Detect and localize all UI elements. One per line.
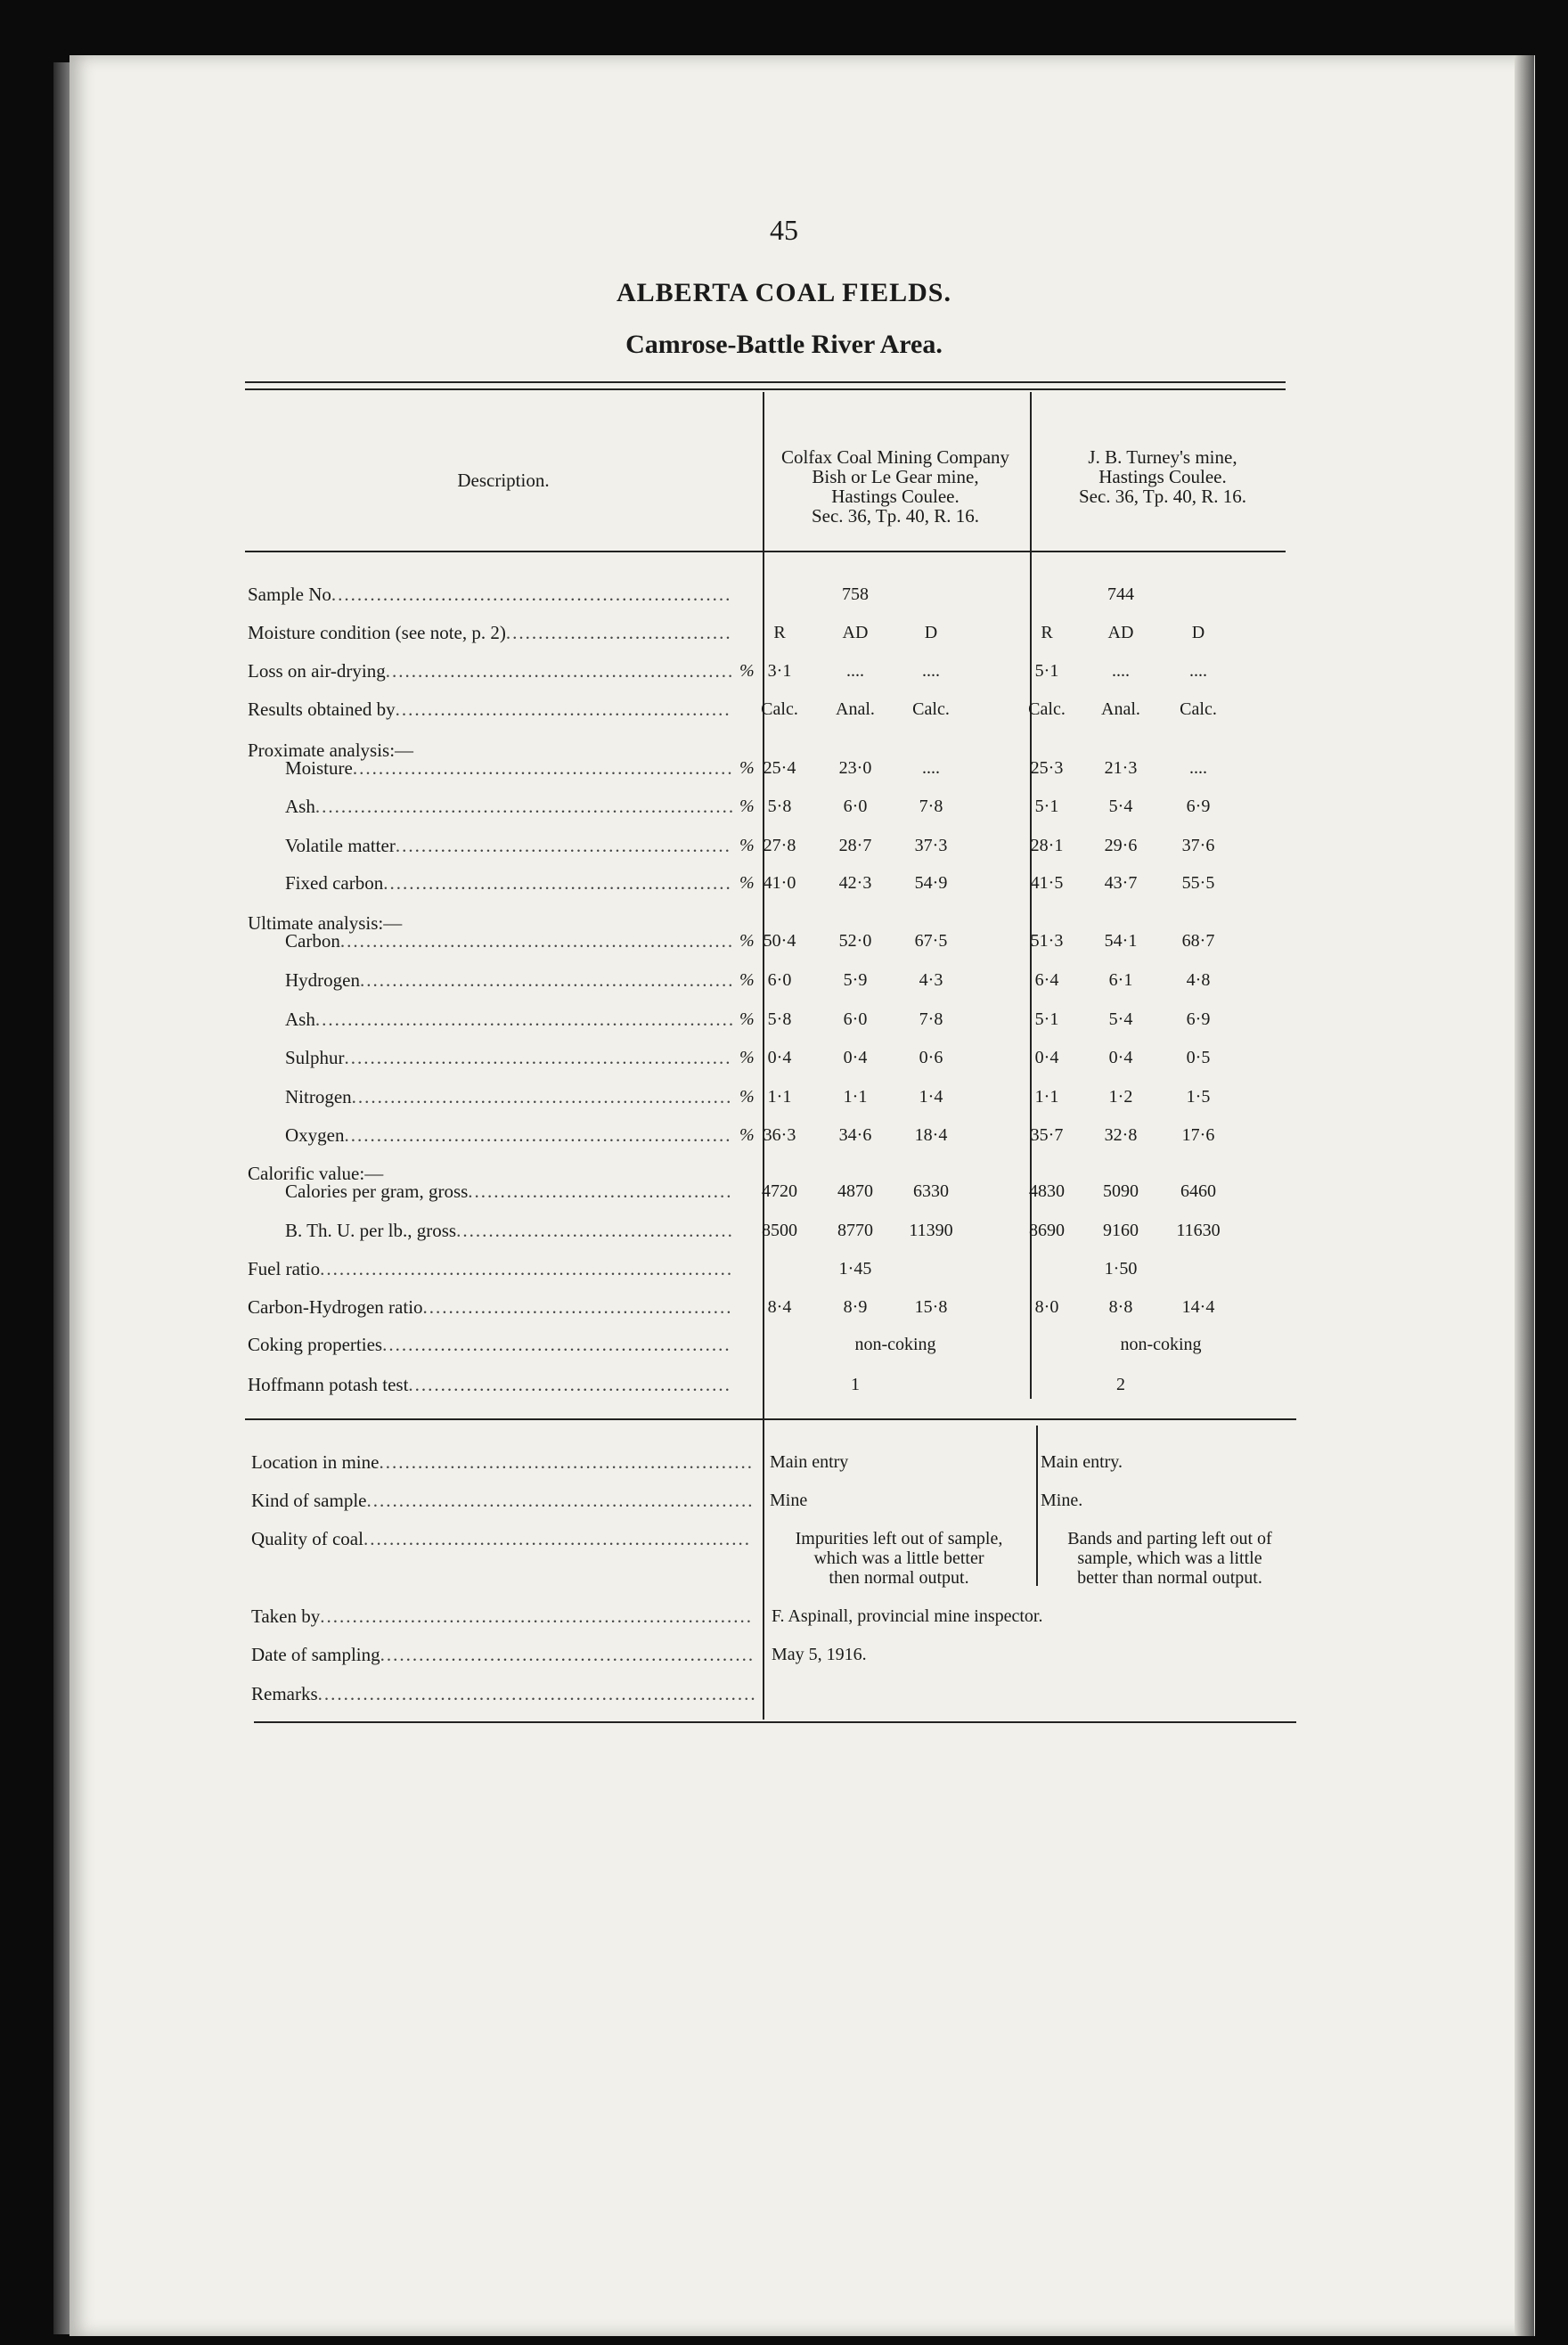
table-cell: 21·3 xyxy=(1104,758,1138,778)
table-cell: Calc. xyxy=(912,699,950,719)
leader-dots: ...................................................... xyxy=(385,660,735,682)
row-label-text: Coking properties xyxy=(248,1334,383,1355)
table-cell: 5·4 xyxy=(1108,797,1133,816)
table-cell: 17·6 xyxy=(1181,1125,1215,1145)
row-label-text: Carbon-Hydrogen ratio xyxy=(248,1296,423,1318)
row-label-text: Carbon xyxy=(285,930,340,952)
row-label xyxy=(285,835,731,857)
table-cell: 6·0 xyxy=(843,797,868,816)
detail-line: then normal output. xyxy=(829,1568,969,1588)
detail-line: better than normal output. xyxy=(1077,1568,1262,1588)
table-cell: 51·3 xyxy=(1030,931,1064,951)
table-cell: 2 xyxy=(1116,1375,1125,1394)
top-rule-2 xyxy=(245,388,1286,390)
table-cell: 41·0 xyxy=(763,873,796,893)
detail-label-text: Location in mine xyxy=(251,1451,380,1473)
row-label-text: Sample No xyxy=(248,584,331,605)
col-separator-2b xyxy=(1036,1426,1038,1586)
table-cell: .... xyxy=(1189,661,1207,681)
detail-label xyxy=(251,1606,753,1628)
row-label-text: Nitrogen xyxy=(285,1086,352,1107)
table-cell: 1·45 xyxy=(838,1259,872,1279)
row-label xyxy=(285,796,735,818)
row-label-text: Moisture condition (see note, p. 2) xyxy=(248,622,506,643)
detail-value-m1 xyxy=(770,1491,1028,1510)
table-cell: Anal. xyxy=(836,699,875,719)
leader-dots: ...................................................... xyxy=(382,1334,731,1355)
table-cell: 4·3 xyxy=(919,970,943,990)
detail-value-m2 xyxy=(1041,1491,1299,1510)
row-label xyxy=(248,1334,731,1356)
row-label xyxy=(285,1086,732,1108)
table-cell: D xyxy=(1191,623,1205,642)
leader-dots: ........................................................... xyxy=(352,757,734,779)
table-cell: 28·7 xyxy=(838,836,872,855)
table-cell: 5090 xyxy=(1103,1181,1139,1201)
detail-label-text: Date of sampling xyxy=(251,1644,380,1665)
row-label-text: Fuel ratio xyxy=(248,1258,321,1279)
row-label-text: Volatile matter xyxy=(285,835,396,856)
detail-label xyxy=(251,1490,754,1512)
table-cell: AD xyxy=(842,623,869,642)
col-separator-2 xyxy=(1030,392,1032,1399)
unit-label: % xyxy=(739,931,755,951)
detail-value-m2 xyxy=(1041,1452,1299,1472)
row-label-text: Loss on air-drying xyxy=(248,660,386,682)
row-label-text: Ash xyxy=(285,1009,315,1030)
mid-rule xyxy=(245,1418,1296,1420)
row-label xyxy=(285,1220,734,1242)
table-cell: 32·8 xyxy=(1104,1125,1138,1145)
detail-value: F. Aspinall, provincial mine inspector. xyxy=(772,1606,1043,1626)
table-cell: Calc. xyxy=(1028,699,1066,719)
table-cell: 1·4 xyxy=(919,1087,943,1107)
table-cell: 25·4 xyxy=(763,758,796,778)
table-cell: 5·1 xyxy=(1034,797,1059,816)
table-cell: 43·7 xyxy=(1104,873,1138,893)
unit-label: % xyxy=(739,661,755,681)
leader-dots: ........................................... xyxy=(456,1220,734,1241)
row-label xyxy=(285,1047,732,1069)
detail-label xyxy=(251,1528,751,1550)
table-cell: 35·7 xyxy=(1030,1125,1064,1145)
table-cell: 11630 xyxy=(1176,1221,1221,1240)
detail-label-text: Kind of sample xyxy=(251,1490,367,1511)
page-edge xyxy=(1515,55,1534,2336)
leader-dots: ............................................................. xyxy=(339,930,735,952)
table-cell: 67·5 xyxy=(914,931,948,951)
header-mine2-line: Hastings Coulee. xyxy=(1098,466,1227,487)
leader-dots: ................................................ xyxy=(422,1296,733,1318)
leader-dots: .......................................................... xyxy=(380,1644,755,1665)
detail-label-text: Remarks xyxy=(251,1683,318,1704)
table-cell: 6·4 xyxy=(1034,970,1059,990)
table-cell: 0·6 xyxy=(919,1048,943,1067)
row-label xyxy=(285,872,732,895)
table-cell: 54·9 xyxy=(914,873,948,893)
detail-value-m2 xyxy=(1041,1529,1299,1588)
detail-line: Main entry xyxy=(770,1452,849,1472)
table-cell: 50·4 xyxy=(763,931,796,951)
table-cell: 42·3 xyxy=(838,873,872,893)
table-cell: 8·4 xyxy=(767,1297,792,1317)
table-cell: 5·1 xyxy=(1034,1009,1059,1029)
table-cell: 1·1 xyxy=(767,1087,792,1107)
table-cell: 6460 xyxy=(1180,1181,1216,1201)
leader-dots: ......................................... xyxy=(468,1181,733,1202)
row-label xyxy=(285,757,734,780)
table-cell: 4870 xyxy=(837,1181,873,1201)
header-mine1-line: Colfax Coal Mining Company xyxy=(780,446,1010,468)
table-cell: 41·5 xyxy=(1030,873,1064,893)
unit-label: % xyxy=(739,758,755,778)
row-label xyxy=(248,660,734,682)
table-cell: 758 xyxy=(842,584,869,604)
row-label-text: Proximate analysis:— xyxy=(248,739,414,761)
table-cell: Calc. xyxy=(1180,699,1217,719)
table-cell: 36·3 xyxy=(763,1125,796,1145)
row-label xyxy=(248,622,732,644)
detail-line: Main entry. xyxy=(1041,1452,1123,1472)
table-cell: 0·4 xyxy=(767,1048,792,1067)
header-mine1-line: Hastings Coulee. xyxy=(831,486,960,507)
unit-label: % xyxy=(739,836,755,855)
leader-dots: ............................................................ xyxy=(366,1490,755,1511)
detail-label xyxy=(251,1644,755,1666)
table-cell: 14·4 xyxy=(1181,1297,1215,1317)
leader-dots: ................................................................. xyxy=(314,796,736,817)
table-cell: .... xyxy=(922,758,940,778)
table-cell: 5·8 xyxy=(767,797,792,816)
table-cell: 52·0 xyxy=(838,931,872,951)
table-cell: Anal. xyxy=(1101,699,1140,719)
row-label-text: Oxygen xyxy=(285,1124,345,1146)
table-cell: 37·3 xyxy=(914,836,948,855)
detail-line: Mine xyxy=(770,1491,808,1510)
row-label xyxy=(248,1374,731,1396)
table-cell: 7·8 xyxy=(919,1009,943,1029)
table-cell: 1·1 xyxy=(1034,1087,1059,1107)
table-cell: 25·3 xyxy=(1030,758,1064,778)
row-label-text: Ultimate analysis:— xyxy=(248,912,403,934)
table-cell: 0·4 xyxy=(1034,1048,1059,1067)
header-mine1-line: Bish or Le Gear mine, xyxy=(812,466,979,487)
table-cell: 6·9 xyxy=(1186,1009,1211,1029)
leader-dots: ........................................................... xyxy=(351,1086,733,1107)
table-cell: 37·6 xyxy=(1181,836,1215,855)
header-mine1-line: Sec. 36, Tp. 40, R. 16. xyxy=(811,505,980,527)
table-cell: 18·4 xyxy=(914,1125,948,1145)
unit-label: % xyxy=(739,1048,755,1067)
table-cell: 11390 xyxy=(909,1221,953,1240)
detail-value-m1 xyxy=(770,1452,1028,1472)
row-label-text: Hydrogen xyxy=(285,969,360,991)
leader-dots: ...................................................... xyxy=(383,872,732,894)
header-description: Description. xyxy=(457,470,550,491)
table-cell: 1 xyxy=(851,1375,860,1394)
table-cell: 4830 xyxy=(1029,1181,1065,1201)
row-label xyxy=(285,969,734,992)
leader-dots: .......................................................... xyxy=(379,1451,754,1473)
bottom-rule xyxy=(254,1721,1296,1723)
table-cell: 8·8 xyxy=(1108,1297,1133,1317)
leader-dots: ............................................................ xyxy=(344,1124,732,1146)
table-cell: 0·4 xyxy=(843,1048,868,1067)
table-cell: 8·0 xyxy=(1034,1297,1059,1317)
header-mine1 xyxy=(757,447,1033,526)
leader-dots: .................................................... xyxy=(395,835,731,856)
unit-label: % xyxy=(739,1009,755,1029)
table-cell: 29·6 xyxy=(1104,836,1138,855)
table-cell: 1·50 xyxy=(1104,1259,1138,1279)
detail-label-text: Taken by xyxy=(251,1606,321,1627)
row-label xyxy=(285,1181,733,1203)
table-cell: 54·1 xyxy=(1104,931,1138,951)
leader-dots: ................................................................. xyxy=(314,1009,736,1030)
row-label-text: Fixed carbon xyxy=(285,872,384,894)
header-mine2-line: J. B. Turney's mine, xyxy=(1088,446,1237,468)
table-cell: 6·9 xyxy=(1186,797,1211,816)
top-rule xyxy=(245,381,1286,383)
table-cell: .... xyxy=(1112,661,1130,681)
table-cell: R xyxy=(1041,623,1053,642)
detail-line: Mine. xyxy=(1041,1491,1083,1510)
page-title: ALBERTA COAL FIELDS. xyxy=(617,278,951,307)
table-cell: 0·5 xyxy=(1186,1048,1211,1067)
detail-value: May 5, 1916. xyxy=(772,1645,867,1664)
header-mine2 xyxy=(1033,447,1292,506)
row-label xyxy=(248,699,731,721)
row-label xyxy=(248,1258,733,1280)
detail-label-text: Quality of coal xyxy=(251,1528,363,1549)
table-cell: 9160 xyxy=(1103,1221,1139,1240)
table-cell: 6·0 xyxy=(767,970,792,990)
page-number: 45 xyxy=(770,214,798,246)
row-label xyxy=(248,584,731,606)
table-cell: R xyxy=(773,623,786,642)
leader-dots: ................................................................... xyxy=(320,1606,754,1627)
row-label xyxy=(285,1124,732,1147)
table-cell: 3·1 xyxy=(767,661,792,681)
unit-label: % xyxy=(739,873,755,893)
leader-dots: .................................................................... xyxy=(317,1683,757,1704)
unit-label: % xyxy=(739,970,755,990)
unit-label: % xyxy=(739,1087,755,1107)
table-cell: 1·2 xyxy=(1108,1087,1133,1107)
table-cell: non-coking xyxy=(854,1335,936,1354)
table-cell: non-coking xyxy=(1120,1335,1202,1354)
table-cell: 34·6 xyxy=(838,1125,872,1145)
row-label-text: B. Th. U. per lb., gross xyxy=(285,1220,457,1241)
leader-dots: ................................................................ xyxy=(320,1258,734,1279)
unit-label: % xyxy=(739,797,755,816)
table-cell: 0·4 xyxy=(1108,1048,1133,1067)
unit-label: % xyxy=(739,1125,755,1145)
table-cell: 55·5 xyxy=(1181,873,1215,893)
page-subtitle: Camrose-Battle River Area. xyxy=(625,330,943,359)
leader-dots: ................................... xyxy=(505,622,732,643)
leader-dots: .......................................................... xyxy=(359,969,735,991)
table-cell: 5·1 xyxy=(1034,661,1059,681)
table-cell: 4·8 xyxy=(1186,970,1211,990)
detail-label xyxy=(251,1451,754,1474)
table-cell: 8690 xyxy=(1029,1221,1065,1240)
leader-dots: .................................................. xyxy=(408,1374,731,1395)
table-cell: 28·1 xyxy=(1030,836,1064,855)
header-mine2-line: Sec. 36, Tp. 40, R. 16. xyxy=(1078,486,1247,507)
row-label xyxy=(285,930,734,952)
table-cell: 6·1 xyxy=(1108,970,1133,990)
row-label-text: Moisture xyxy=(285,757,353,779)
detail-label xyxy=(251,1683,757,1705)
table-cell: 6330 xyxy=(913,1181,949,1201)
detail-line: Impurities left out of sample, xyxy=(795,1529,1003,1548)
row-label-text: Ash xyxy=(285,796,315,817)
leader-dots: .............................................................. xyxy=(331,584,732,605)
table-cell: 7·8 xyxy=(919,797,943,816)
detail-line: Bands and parting left out of xyxy=(1067,1529,1272,1548)
table-cell: 27·8 xyxy=(763,836,796,855)
detail-line: which was a little better xyxy=(813,1548,984,1568)
row-label-text: Calorific value:— xyxy=(248,1163,384,1184)
row-label-text: Results obtained by xyxy=(248,699,396,720)
detail-value-m1 xyxy=(770,1529,1028,1588)
table-cell: 8500 xyxy=(762,1221,797,1240)
table-cell: Calc. xyxy=(761,699,798,719)
row-label-text: Calories per gram, gross xyxy=(285,1181,469,1202)
table-cell: .... xyxy=(846,661,864,681)
table-cell: 5·8 xyxy=(767,1009,792,1029)
leader-dots: ............................................................ xyxy=(344,1047,732,1068)
row-label-text: Hoffmann potash test xyxy=(248,1374,409,1395)
table-cell: 8·9 xyxy=(843,1297,868,1317)
table-cell: .... xyxy=(1189,758,1207,778)
table-cell: 1·5 xyxy=(1186,1087,1211,1107)
table-cell: 8770 xyxy=(837,1221,873,1240)
detail-line: sample, which was a little xyxy=(1077,1548,1262,1568)
table-cell: 1·1 xyxy=(843,1087,868,1107)
table-cell: 744 xyxy=(1107,584,1134,604)
header-rule xyxy=(245,551,1286,552)
leader-dots: ............................................................ xyxy=(363,1528,751,1549)
table-cell: AD xyxy=(1107,623,1134,642)
row-label xyxy=(248,1296,733,1319)
table-cell: 6·0 xyxy=(843,1009,868,1029)
row-label xyxy=(285,1009,735,1031)
table-cell: 4720 xyxy=(762,1181,797,1201)
table-cell: D xyxy=(924,623,938,642)
table-cell: 15·8 xyxy=(914,1297,948,1317)
table-cell: .... xyxy=(922,661,940,681)
table-cell: 5·9 xyxy=(843,970,868,990)
leader-dots: .................................................... xyxy=(395,699,731,720)
table-cell: 23·0 xyxy=(838,758,872,778)
row-label-text: Sulphur xyxy=(285,1047,345,1068)
table-cell: 68·7 xyxy=(1181,931,1215,951)
table-cell: 5·4 xyxy=(1108,1009,1133,1029)
